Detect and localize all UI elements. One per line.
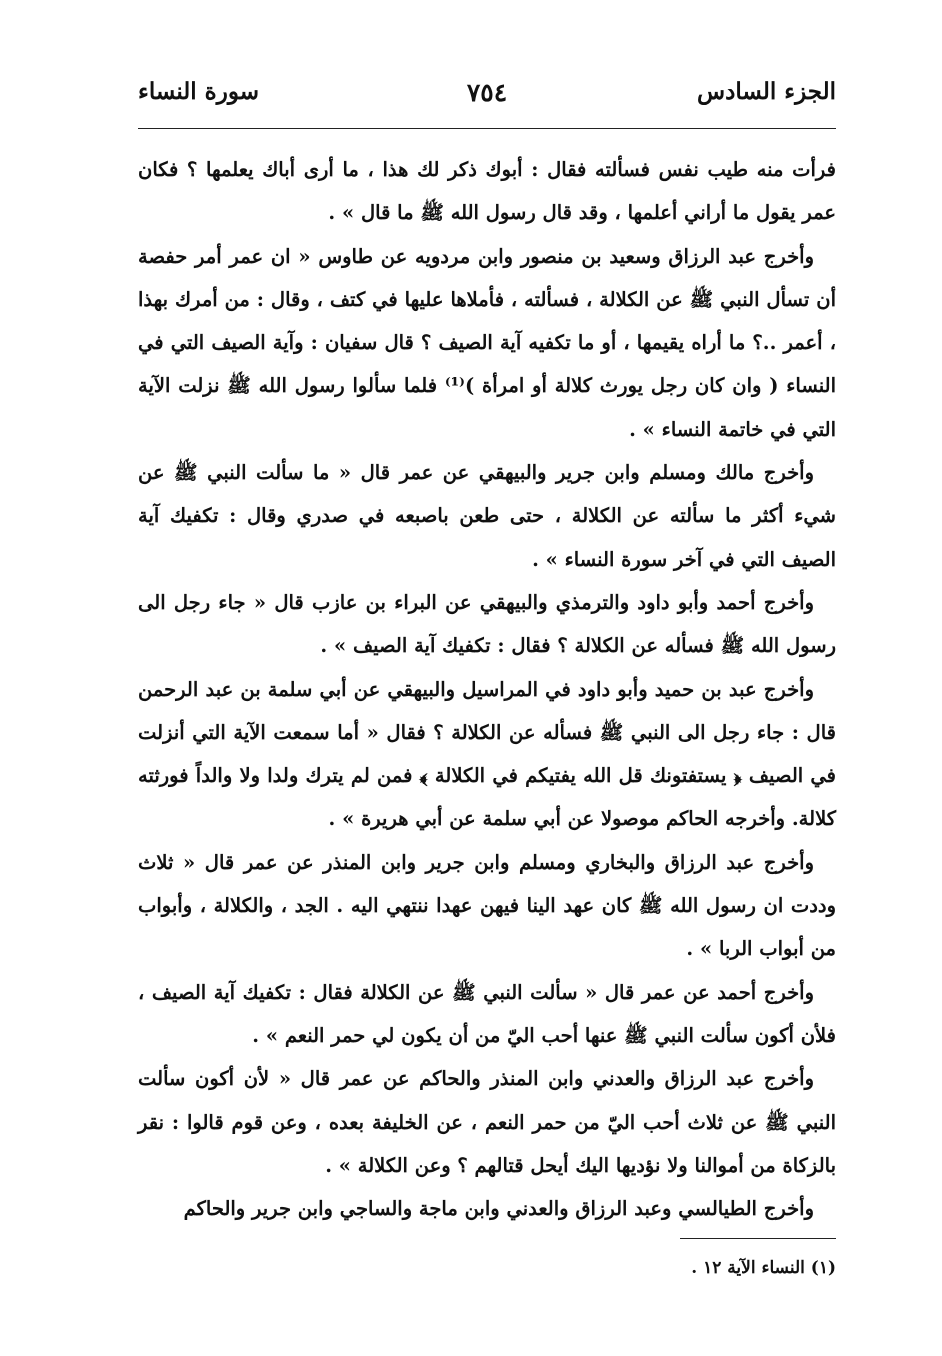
paragraph-7: وأخرج أحمد عن عمر قال « سألت النبي ﷺ عن الكلالة فقال : تكفيك آية الصيف ، فلأن أكون سألت النبي ﷺ عنها أحب اليّ من أن يكون لي حمر النعم » .: [138, 980, 836, 1047]
paragraph-5: وأخرج عبد بن حميد وأبو داود في المراسيل والبيهقي عن أبي سلمة بن عبد الرحمن قال : جاء رجل الى النبي ﷺ فسأله عن الكلالة ؟ فقال « أما سمعت الآية التي أنزلت في الصيف ﴿ يستفتونك قل الله يفتيكم في الكلالة ﴾ فمن لم يترك ولدا ولا والداً فورثته كلالة. وأخرجه الحاكم موصولا عن أبي سلمة عن أبي هريرة » .: [138, 677, 836, 831]
running-header: [138, 72, 836, 116]
surah-title: سورة النساء: [138, 78, 259, 105]
paragraph-3: وأخرج مالك ومسلم وابن جرير والبيهقي عن عمر قال « ما سألت النبي ﷺ عن شيء أكثر ما سألته عن الكلالة ، حتى طعن باصبعه في صدري وقال : تكفيك آية الصيف التي في آخر سورة النساء » .: [138, 461, 836, 571]
paragraph-6: وأخرج عبد الرزاق والبخاري ومسلم وابن جرير وابن المنذر عن عمر قال « ثلاث وددت ان رسول الله ﷺ كان عهد الينا فيهن عهدا ننتهي اليه . الجد ، والكلالة ، وأبواب من أبواب الربا » .: [138, 850, 836, 961]
main-text: [138, 148, 836, 1230]
paragraph-1: فرأت منه طيب نفس فسألته فقال : أبوك ذكر لك هذا ، ما أرى أباك يعلمها ؟ فكان عمر يقول ما أراني أعلمها ، وقد قال رسول الله ﷺ ما قال » .: [138, 158, 836, 225]
paragraph-2: وأخرج عبد الرزاق وسعيد بن منصور وابن مردويه عن طاوس « ان عمر أمر حفصة أن تسأل النبي ﷺ عن الكلالة ، فسألته ، فأملاها عليها في كتف ، وقال : من أمرك بهذا ، أعمر ..؟ ما أراه يقيمها ، أو ما تكفيه آية الصيف ؟ قال سفيان : وآية الصيف التي في النساء ( وان كان رجل يورث كلالة أو امرأة )⁽¹⁾ فلما سألوا رسول الله ﷺ نزلت الآية التي في خاتمة النساء » .: [138, 244, 836, 441]
footnote-divider: [680, 1238, 836, 1239]
paragraph-8: وأخرج عبد الرزاق والعدني وابن المنذر والحاكم عن عمر قال « لأن أكون سألت النبي ﷺ عن ثلاث أحب اليّ من حمر النعم ، عن الخليفة بعده ، وعن قوم قالوا : نقر بالزكاة من أموالنا ولا نؤديها اليك أيحل قتالهم ؟ وعن الكلالة » .: [138, 1067, 836, 1177]
paragraph-4: وأخرج أحمد وأبو داود والترمذي والبيهقي عن البراء بن عازب قال « جاء رجل الى رسول الله ﷺ فسأله عن الكلالة ؟ فقال : تكفيك آية الصيف » .: [138, 590, 836, 658]
part-title: الجزء السادس: [697, 78, 836, 105]
header-divider: [138, 128, 836, 129]
footnote: (١) النساء الآية ١٢ .: [691, 1258, 836, 1278]
paragraph-9: وأخرج الطيالسي وعبد الرزاق والعدني وابن ماجة والساجي وابن جرير والحاكم: [183, 1197, 814, 1221]
page-number: ٧٥٤: [466, 78, 508, 107]
